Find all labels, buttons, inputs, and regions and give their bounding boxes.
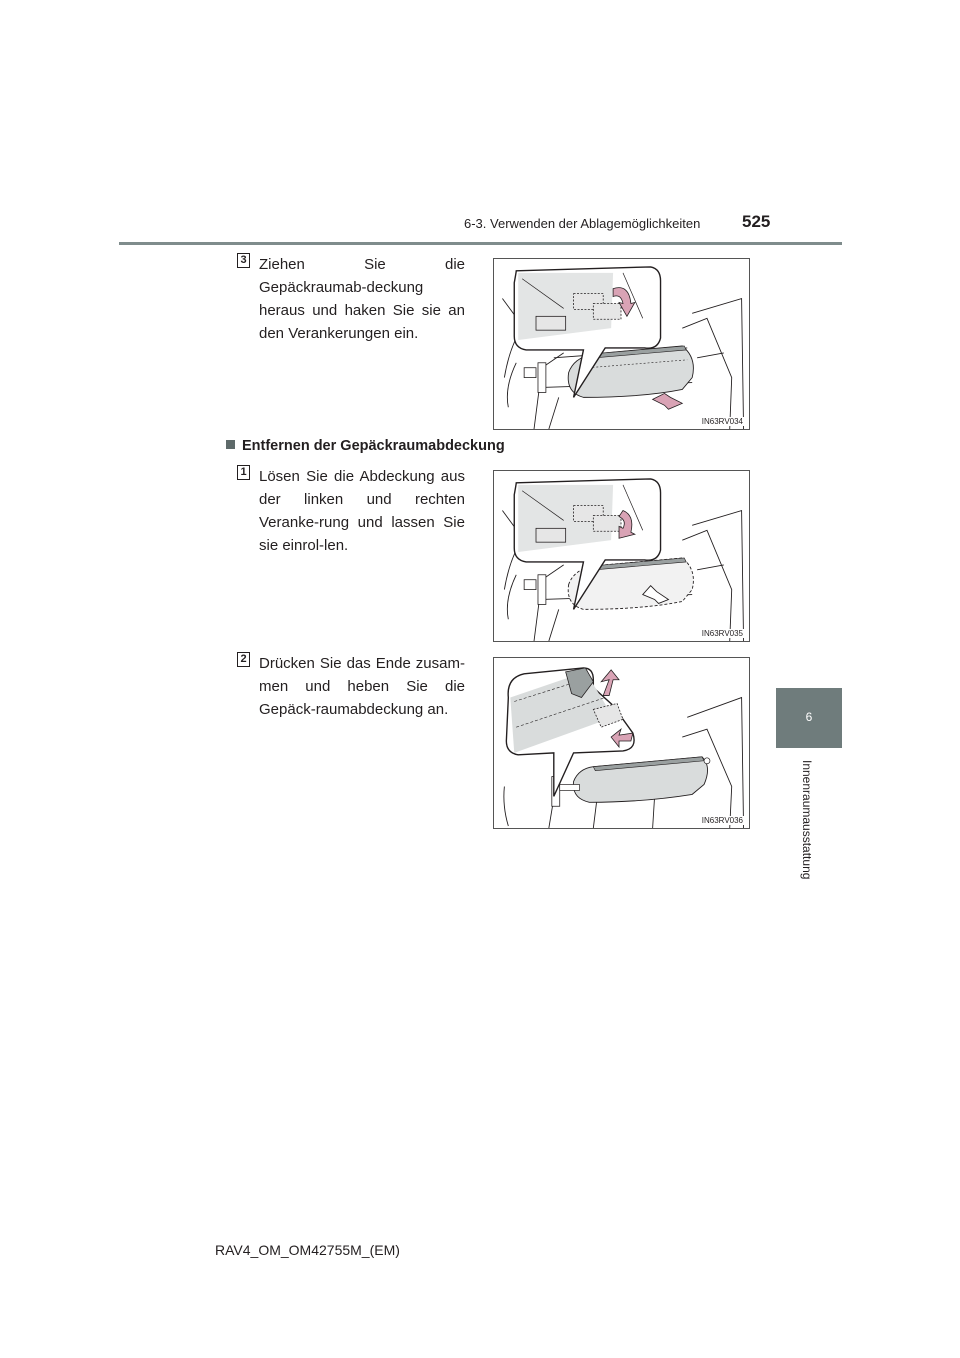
chapter-side-label: Innenraumausstattung <box>800 760 814 880</box>
header-section-title: 6-3. Verwenden der Ablagemöglichkeiten <box>464 216 701 231</box>
illustration-release <box>494 471 749 641</box>
page-number: 525 <box>742 212 771 231</box>
square-bullet-icon <box>226 440 235 449</box>
step-number-badge: 3 <box>237 253 250 268</box>
chapter-tab: 6 <box>776 688 842 748</box>
section-heading-text: Entfernen der Gepäckraumabdeckung <box>242 438 505 454</box>
illustration-pull-out <box>494 259 749 429</box>
step-number-badge: 2 <box>237 652 250 667</box>
figure-release-cover <box>493 470 750 642</box>
figure-code: IN63RV035 <box>701 629 743 638</box>
illustration-lift <box>494 658 749 828</box>
figure-code: IN63RV036 <box>701 816 743 825</box>
section-heading <box>226 438 505 454</box>
step-instruction-text: Drücken Sie das Ende zusam-men und heben Sie die Gepäck-raumabdeckung an. <box>259 655 465 718</box>
footer-doc-id: RAV4_OM_OM42755M_(EM) <box>215 1242 400 1258</box>
figure-lift-cover <box>493 657 750 829</box>
figure-pull-out-cover <box>493 258 750 430</box>
step-instruction-text: Ziehen Sie die Gepäckraumab-deckung heraus und haken Sie sie an den Verankerungen ein. <box>259 256 465 342</box>
header-rule <box>119 242 842 245</box>
step-instruction-text: Lösen Sie die Abdeckung aus der linken und rechten Veranke-rung und lassen Sie sie einrol-len. <box>259 468 465 554</box>
step-number-badge: 1 <box>237 465 250 480</box>
figure-code: IN63RV034 <box>701 417 743 426</box>
